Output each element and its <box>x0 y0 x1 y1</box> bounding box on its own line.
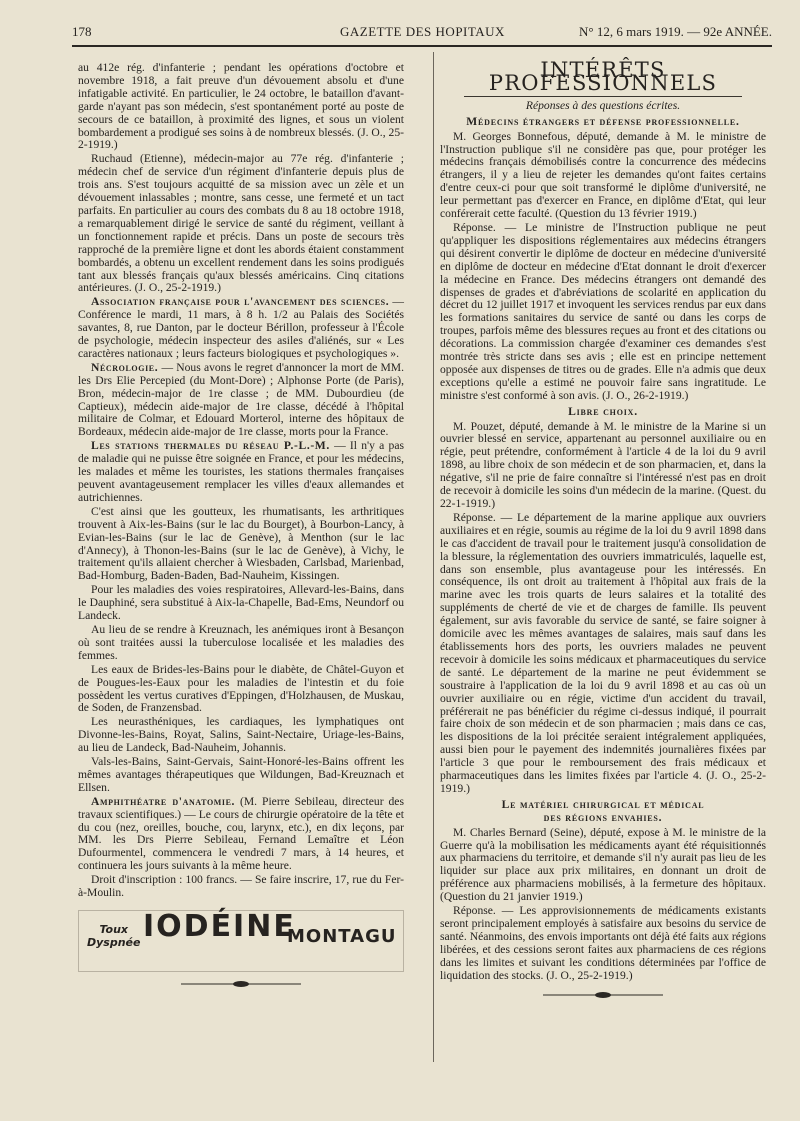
right-column <box>440 58 766 999</box>
issue-info: N° 12, 6 mars 1919. — 92e ANNÉE. <box>579 24 772 39</box>
question-heading: Libre choix. <box>568 404 638 418</box>
necrology-notice <box>78 362 404 439</box>
assoc-notice <box>78 296 404 361</box>
stations-paragraph: Les neurasthéniques, les cardiaques, les lymphatiques ont Divonne-les-Bains, Royat, Salins, Saint-Nectaire, Uriage-les-Bains, au lieu de Landeck, Bad-Nauheim, Johannis. <box>78 715 404 755</box>
running-header <box>72 24 772 44</box>
necrology-text: — Nous avons le regret d'annoncer la mort de MM. les Drs Elie Percepied (du Mont-Dore) ; Alphonse Porte (de Paris), Bron, médecin-major de 1re classe ; de MM. Dubourdieu (de Captieux), médecin aide-major de 1re classe, décédé à l'hôpital militaire de Colmar, et Edouard Morterol, interne des hôpitaux de Bordeaux, médecin aide-major de 1re classe, morts pour la France. <box>78 360 404 439</box>
answer-text: Réponse. — Le ministre de l'Instruction publique ne peut qu'appliquer les dispositions réglementaires aux médecins étrangers qui désirent convertir le diplôme de docteur en médecine d'université en diplôme de docteur en médecine d'Etat donnant le droit d'exercer la médecine en France. Des médecins étrangers ont demandé des dispenses de grades et d'abréviations de scolarité en application du décret du 12 juillet 1917 et invoquent les services rendus par eux dans les formations sanitaires du service de santé ou dans les corps de troupes, parfois même des blessures reçues au front et des citations ou décorations. La commission chargée d'examiner ces demandes s'est montrée très stricte dans ses avis ; elle est en principe nettement opposée aux dispenses de titres ou de grades. Elle n'a admis que deux exceptions qu'elle a estimé ne pouvoir faire sans ingratitude. Le ministre s'est conformé à son avis. (J. O., 26-2-1919.) <box>440 220 766 402</box>
ad-maker: MONTAGU <box>287 926 397 947</box>
ad-line-toux: Toux <box>99 923 129 936</box>
heading-line-1: Le matériel chirurgical et médical <box>501 797 705 811</box>
anatomy-notice <box>78 796 404 873</box>
citation-ruchaud: Ruchaud (Etienne), médecin-major au 77e rég. d'infanterie ; médecin chef de service d'un régiment d'infanterie depuis plus de trois ans. S'est toujours acquitté de sa mission avec un zèle et un dévouement inlassables ; montre, sans cesse, une fermeté et un tact parfaits. En particulier au cours des combats du 8 au 18 octobre 1918, a remarquablement dirigé le service de santé du régiment, veillant à un fonctionnement rapide et précis. Dans un poste de secours très rapproché de la première ligne et dont les abords étaient constamment bombardés, a obtenu un excellent rendement dans les soins prodigués tant aux blessés français qu'aux blessés américains. Cinq citations antérieures. (J. O., 25-2-1919.) <box>78 152 404 295</box>
answer-text: Réponse. — Les approvisionnements de médicaments existants seront principalement employés à satisfaire aux besoins du service de santé. Néanmoins, des envois importants ont déjà été faits aux régions libérées, et des cessions seront faites aux pharmaciens de ces régions dans les limites et suivant les conditions déterminées par l'office de liquidation des stocks. (J. O., 25-2-1919.) <box>440 904 766 982</box>
stations-text: — Il n'y a pas de maladie qui ne puisse être soignée en France, et pour les médecins, les malades et même les touristes, les stations thermales françaises peuvent avantageusement remplacer les villes d'eaux allemandes et autrichiennes. <box>78 439 404 504</box>
stations-paragraph: C'est ainsi que les goutteux, les rhumatisants, les arthritiques trouvent à Aix-les-Bains (sur le lac du Bourget), à Bourbon-Lancy, à Evian-les-Bains (sur le lac de Genève), à Menthon (sur le lac d'Annecy), à Thonon-les-Bains (sur le lac de Genève), à Vichy, le traitement qu'ils allaient chercher à Wiesbaden, Carlsbad, Marienbad, Bad-Homburg, Baden-Baden, Bad-Nauheim, Kissingen. <box>78 504 404 583</box>
section-title: INTÉRÊTS PROFESSIONNELS <box>488 58 718 95</box>
stations-notice <box>78 440 404 505</box>
question-text: M. Pouzet, député, demande à M. le ministre de la Marine si un ouvrier blessé en service, appartenant au personnel auxiliaire ou en régie, peut prétendre, conformément à l'article 4 de la loi du 9 avril 1898, au libre choix de son médecin et de son pharmacien, et, dans la négative, s'il ne prie de faire connaître si l'intéressé n'est pas en droit de recevoir à domicile les soins d'un médecin de la marine. (Quest. du 22-1-1919.) <box>440 419 766 510</box>
necrology-heading: Nécrologie. <box>91 360 159 374</box>
ornament-divider <box>181 980 301 988</box>
assoc-heading: Association française pour l'avancement des sciences. <box>91 295 390 309</box>
anatomy-text: (M. Pierre Sebileau, directeur des travaux scientifiques.) — Le cours de chirurgie opératoire de la tête et du cou (nez, oreilles, bouche, cou, larynx, etc.), en dix leçons, par MM. les Drs Pierre Sebileau, Fernand Lemaître et Léon Dufourmentel, commencera le vendredi 7 mars, à 14 heures, et continuera les jours suivants à la même heure. <box>78 794 404 873</box>
ad-line-dyspnee: Dyspnée <box>87 936 141 949</box>
inscription-paragraph: Droit d'inscription : 100 francs. — Se faire inscrire, 17, rue du Fer-à-Moulin. <box>78 873 404 900</box>
heading-line-2: des régions envahies. <box>543 810 663 824</box>
journal-title: GAZETTE DES HOPITAUX <box>340 24 505 39</box>
left-column <box>78 62 404 988</box>
section-subtitle: Réponses à des questions écrites. <box>525 98 681 112</box>
stations-paragraph: Vals-les-Bains, Saint-Gervais, Saint-Honoré-les-Bains offrent les mêmes avantages thérapeutiques que Wildungen, Bad-Kreuznach et Ellsen. <box>78 755 404 794</box>
header-rule <box>72 45 772 47</box>
ad-indications <box>87 923 140 949</box>
ornament-divider <box>543 991 663 999</box>
stations-paragraph: Les eaux de Brides-les-Bains pour le diabète, de Châtel-Guyon et de Pougues-les-Eaux pour les maladies de l'intestin et du foie possèdent les vertus curatives d'Eppingen, d'Holzhausen, de Muskau, de Soden, de Franzensbad. <box>78 662 404 715</box>
stations-heading: Les stations thermales du réseau P.-L.-M. <box>91 439 330 453</box>
question-heading: Médecins étrangers et défense professionnelle. <box>466 114 740 128</box>
ad-brand: IODÉINE <box>143 909 296 944</box>
title-rule <box>464 96 742 97</box>
anatomy-heading: Amphithéatre d'anatomie. <box>91 794 236 808</box>
question-heading <box>440 799 766 825</box>
page-number: 178 <box>72 24 92 39</box>
column-divider <box>433 52 434 1062</box>
answer-text: Réponse. — Le département de la marine applique aux ouvriers auxiliaires et en régie, soumis au régime de la loi du 9 avril 1898 dans le cas d'accident de travail pour le traitement jusqu'à consolidation de la blessure, la réglementation des ouvriers immatriculés, laquelle est, dans son ensemble, plus avantageuse pour les intéressés. En conséquence, ils ont droit au traitement à l'hôpital aux frais de la marine avec les trois quarts de leurs salaires et la totalité des suppléments de cherté de vie et de charges de famille. Ils peuvent également, sur avis favorable du service de santé, se faire soigner à domicile avec les mêmes avantages de salaires, mais sauf dans les établissements hors des ports, les ouvriers malades ne peuvent recevoir à domicile les soins médicaux et pharmaceutiques du service de santé. Le département de la marine ne peut évidemment se soustraire à l'application de la loi du 9 avril 1898 et au cas où un ouvrier auxiliaire ou en régie, victime d'un accident du travail, préférerait ne pas bénéficier du régime ci-dessus indiqué, il pourrait faire choix de son médecin et de son pharmacien ; mais dans ce cas, les dispositions de la loi précitée seraient intégralement appliquées, aussi bien pour le payement des indemnités journalières fixées par l'article 3 que pour le remboursement des frais médicaux et pharmaceutiques dans les limites fixées par l'article 4. (J. O., 25-2-1919.) <box>440 510 766 795</box>
question-text: M. Charles Bernard (Seine), député, expose à M. le ministre de la Guerre qu'à la mobilisation les médicaments ayant été réquisitionnés aux pharmaciens du territoire, et demande s'il n'y aurait pas lieu de les liquider sur place aux prix militaires, en donnant un droit de préférence aux pharmaciens mobilisés, à la fermeture des hôpitaux. (Question du 21 janvier 1919.) <box>440 825 766 904</box>
advertisement-iodeine <box>78 910 404 972</box>
assoc-text: — Conférence le mardi, 11 mars, à 8 h. 1/2 au Palais des Sociétés savantes, 8, rue Danton, par le docteur Bérillon, professeur à l'École de psychologie, médecin inspecteur des asiles d'aliénés, sur « Les caractères nationaux ; leurs facteurs biologiques et psychologiques ». <box>78 295 404 360</box>
stations-paragraph: Pour les maladies des voies respiratoires, Allevard-les-Bains, dans le Dauphiné, sera substitué à Aix-la-Chapelle, Bad-Ems, Neundorf ou Landeck. <box>78 583 404 623</box>
stations-paragraph: Au lieu de se rendre à Kreuznach, les anémiques iront à Besançon où sont traitées aussi la tuberculose localisée et les maladies des femmes. <box>78 622 404 662</box>
citation-paragraph: au 412e rég. d'infanterie ; pendant les opérations d'octobre et novembre 1918, a fait preuve d'un dévouement absolu et d'une infatigable activité. En particulier, le 24 octobre, le bataillon d'avant-garde n'ayant pas son médecin, s'est spontanément porté au poste de secours de ce bataillon, à proximité des lignes, et sous un violent bombardement a prodigué ses soins à de nombreux blessés. (J. O., 25-2-1919.) <box>78 61 404 152</box>
question-text: M. Georges Bonnefous, député, demande à M. le ministre de l'Instruction publique s'il ne considère pas que, pour protéger les médecins français démobilisés contre la concurrence des médecins étrangers, il y a lieu de rejeter les demandes qu'ont faites certains d'entre ceux-ci pour que soit transformé le diplôme d'université, ne leur permettant pas d'exercer en France, en diplôme d'Etat, qui leur conférerait cette faculté. (Question du 13 février 1919.) <box>440 129 766 221</box>
